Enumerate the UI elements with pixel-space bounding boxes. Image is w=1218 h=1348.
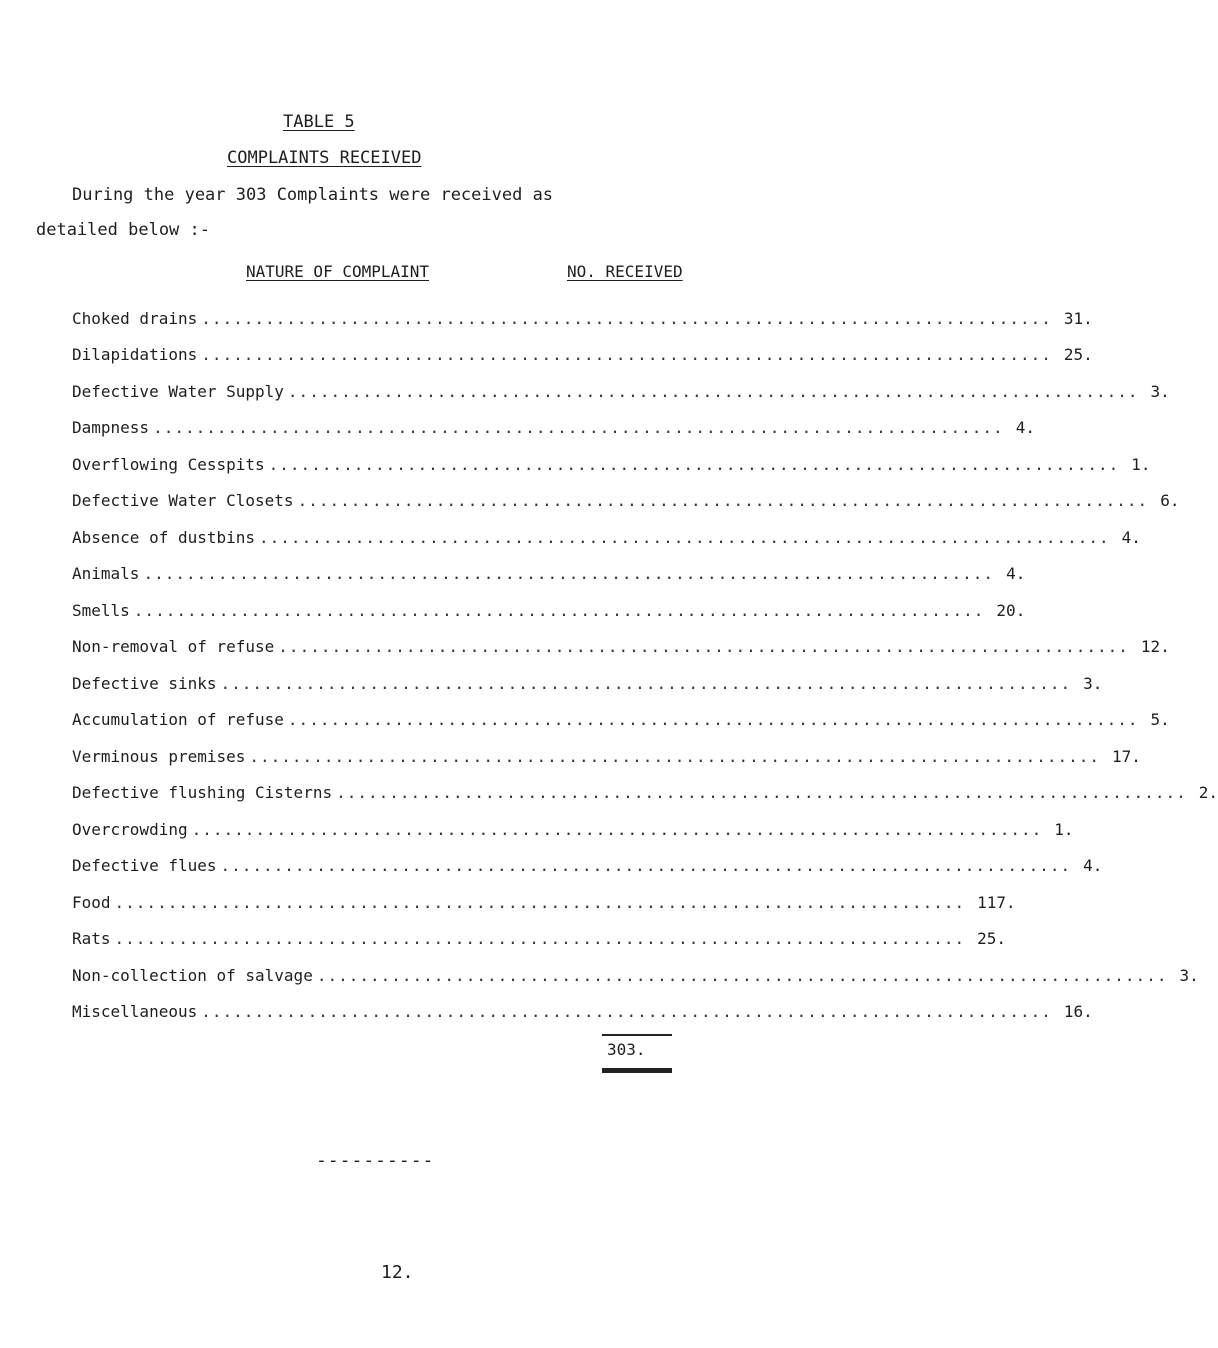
dot-leader: ................................................................................ [259, 527, 1110, 547]
table-row [72, 519, 1141, 556]
dot-leader: ................................................................................ [114, 929, 966, 949]
table-row [72, 665, 1103, 702]
table-row [72, 373, 1170, 410]
table-row [72, 775, 1218, 812]
column-header-nature: NATURE OF COMPLAINT [246, 262, 430, 281]
table-row [72, 446, 1151, 483]
total-double-rule [602, 1068, 672, 1073]
dot-leader: ................................................................................ [153, 418, 1004, 438]
dot-leader: ................................................................................ [191, 819, 1043, 839]
row-label: Defective Water Closets [72, 491, 294, 511]
row-value: 3. [1150, 381, 1170, 401]
table-row [72, 300, 1093, 337]
total-rule [602, 1034, 672, 1036]
table-row [72, 629, 1170, 666]
table-row [72, 848, 1103, 885]
row-value: 25. [1063, 345, 1093, 365]
row-value: 1. [1054, 819, 1074, 839]
row-value: 3. [1083, 673, 1103, 693]
dot-leader: ................................................................................ [316, 965, 1168, 985]
complaints-table [72, 300, 1218, 1030]
row-value: 31. [1063, 308, 1093, 328]
row-label: Choked drains [72, 308, 198, 328]
row-label: Defective flues [72, 856, 217, 876]
row-label: Accumulation of refuse [72, 710, 284, 730]
table-row [72, 556, 1026, 593]
table-row [72, 921, 1007, 958]
dot-leader: ................................................................................ [133, 600, 985, 620]
table-row [72, 702, 1170, 739]
row-label: Food [72, 892, 111, 912]
row-label: Dilapidations [72, 345, 198, 365]
dot-leader: ................................................................................ [287, 710, 1139, 730]
row-value: 20. [996, 600, 1026, 620]
row-value: 12. [1140, 637, 1170, 657]
dot-leader: ................................................................................ [143, 564, 995, 584]
row-label: Defective sinks [72, 673, 217, 693]
table-row [72, 738, 1141, 775]
dot-leader: ................................................................................ [278, 637, 1129, 657]
separator-dashes: ---------- [316, 1150, 435, 1171]
row-label: Animals [72, 564, 140, 584]
row-label: Dampness [72, 418, 150, 438]
row-value: 1. [1131, 454, 1151, 474]
row-label: Overcrowding [72, 819, 188, 839]
row-value: 17. [1112, 746, 1141, 766]
table-row [72, 592, 1026, 629]
row-value: 6. [1160, 491, 1180, 511]
dot-leader: ................................................................................ [336, 783, 1187, 803]
row-label: Verminous premises [72, 746, 246, 766]
row-value: 25. [977, 929, 1007, 949]
total-value: 303. [607, 1040, 646, 1059]
table-row [72, 884, 1016, 921]
row-value: 3. [1179, 965, 1199, 985]
row-value: 117. [977, 892, 1016, 912]
row-label: Rats [72, 929, 111, 949]
dot-leader: ................................................................................ [201, 1002, 1052, 1022]
dot-leader: ................................................................................ [249, 746, 1101, 766]
row-label: Defective flushing Cisterns [72, 783, 333, 803]
row-label: Non-removal of refuse [72, 637, 275, 657]
row-value: 5. [1150, 710, 1170, 730]
row-value: 4. [1015, 418, 1035, 438]
intro-line-2: detailed below :- [36, 220, 210, 240]
column-header-received: NO. RECEIVED [567, 262, 683, 281]
row-value: 4. [1083, 856, 1103, 876]
table-row [72, 994, 1093, 1031]
row-value: 4. [1006, 564, 1026, 584]
table-title: TABLE 5 [283, 112, 355, 132]
page-number: 12. [381, 1262, 414, 1283]
row-label: Defective Water Supply [72, 381, 284, 401]
row-label: Overflowing Cesspits [72, 454, 265, 474]
table-row [72, 811, 1074, 848]
dot-leader: ................................................................................ [220, 673, 1072, 693]
dot-leader: ................................................................................ [297, 491, 1149, 511]
row-value: 2. [1198, 783, 1218, 803]
dot-leader: ................................................................................ [114, 892, 966, 912]
table-row [72, 410, 1035, 447]
dot-leader: ................................................................................ [201, 345, 1052, 365]
dot-leader: ................................................................................ [220, 856, 1072, 876]
dot-leader: ................................................................................ [268, 454, 1120, 474]
intro-line-1: During the year 303 Complaints were received as [72, 185, 554, 205]
table-row [72, 483, 1180, 520]
row-value: 16. [1063, 1002, 1093, 1022]
table-row [72, 957, 1199, 994]
row-label: Non-collection of salvage [72, 965, 313, 985]
row-label: Miscellaneous [72, 1002, 198, 1022]
row-value: 4. [1121, 527, 1141, 547]
table-subtitle: COMPLAINTS RECEIVED [227, 148, 422, 168]
row-label: Smells [72, 600, 130, 620]
dot-leader: ................................................................................ [287, 381, 1139, 401]
dot-leader: ................................................................................ [201, 308, 1052, 328]
row-label: Absence of dustbins [72, 527, 256, 547]
table-row [72, 337, 1093, 374]
